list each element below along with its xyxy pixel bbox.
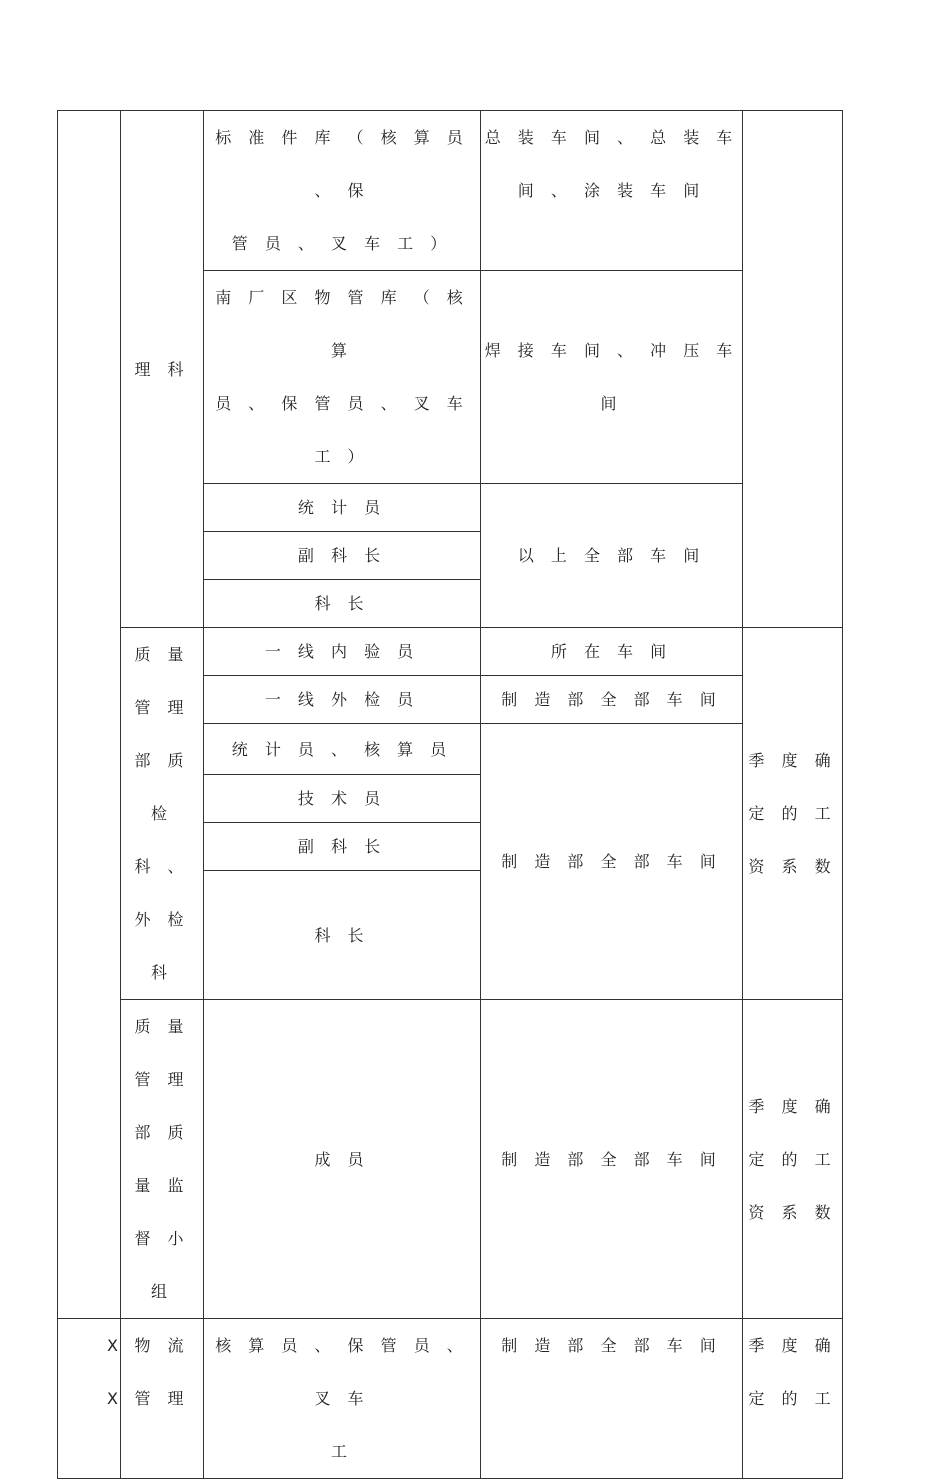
scope-cell: 所 在 车 间 [481, 628, 743, 676]
coef-cell: 季 度 确 定 的 工 [743, 1319, 843, 1479]
item-cell: 统 计 员 [204, 484, 481, 532]
scope-cell: 总 装 车 间 、 总 装 车 间 、 涂 装 车 间 [481, 111, 743, 271]
position-table [57, 110, 843, 1479]
item-cell: 一 线 外 检 员 [204, 676, 481, 724]
coef-cell: 季 度 确 定 的 工 资 系 数 [743, 628, 843, 1000]
scope-cell: 制 造 部 全 部 车 间 [481, 1000, 743, 1319]
scope-cell: 制 造 部 全 部 车 间 [481, 1319, 743, 1479]
dept-cell: 质 量 管 理 部 质 检 科 、 外 检 科 [121, 628, 204, 1000]
category-cell: X X [58, 1319, 121, 1479]
item-cell: 统 计 员 、 核 算 员 [204, 724, 481, 775]
coef-cell: 季 度 确 定 的 工 资 系 数 [743, 1000, 843, 1319]
item-cell: 副 科 长 [204, 532, 481, 580]
scope-cell: 制 造 部 全 部 车 间 [481, 724, 743, 1000]
coef-cell [743, 111, 843, 628]
item-cell: 科 长 [204, 871, 481, 1000]
item-cell: 技 术 员 [204, 775, 481, 823]
dept-cell: 理 科 [121, 111, 204, 628]
dept-cell: 质 量 管 理 部 质 量 监 督 小 组 [121, 1000, 204, 1319]
dept-cell: 物 流 管 理 [121, 1319, 204, 1479]
item-cell: 一 线 内 验 员 [204, 628, 481, 676]
item-cell: 核 算 员 、 保 管 员 、 叉 车 工 [204, 1319, 481, 1479]
item-cell: 南 厂 区 物 管 库 （ 核 算 员 、 保 管 员 、 叉 车 工 ） [204, 271, 481, 484]
item-cell: 科 长 [204, 580, 481, 628]
category-cell [58, 111, 121, 1319]
scope-cell: 以 上 全 部 车 间 [481, 484, 743, 628]
item-cell: 副 科 长 [204, 823, 481, 871]
scope-cell: 制 造 部 全 部 车 间 [481, 676, 743, 724]
item-cell: 成 员 [204, 1000, 481, 1319]
scope-cell: 焊 接 车 间 、 冲 压 车 间 [481, 271, 743, 484]
item-cell: 标 准 件 库 （ 核 算 员 、 保 管 员 、 叉 车 工 ） [204, 111, 481, 271]
